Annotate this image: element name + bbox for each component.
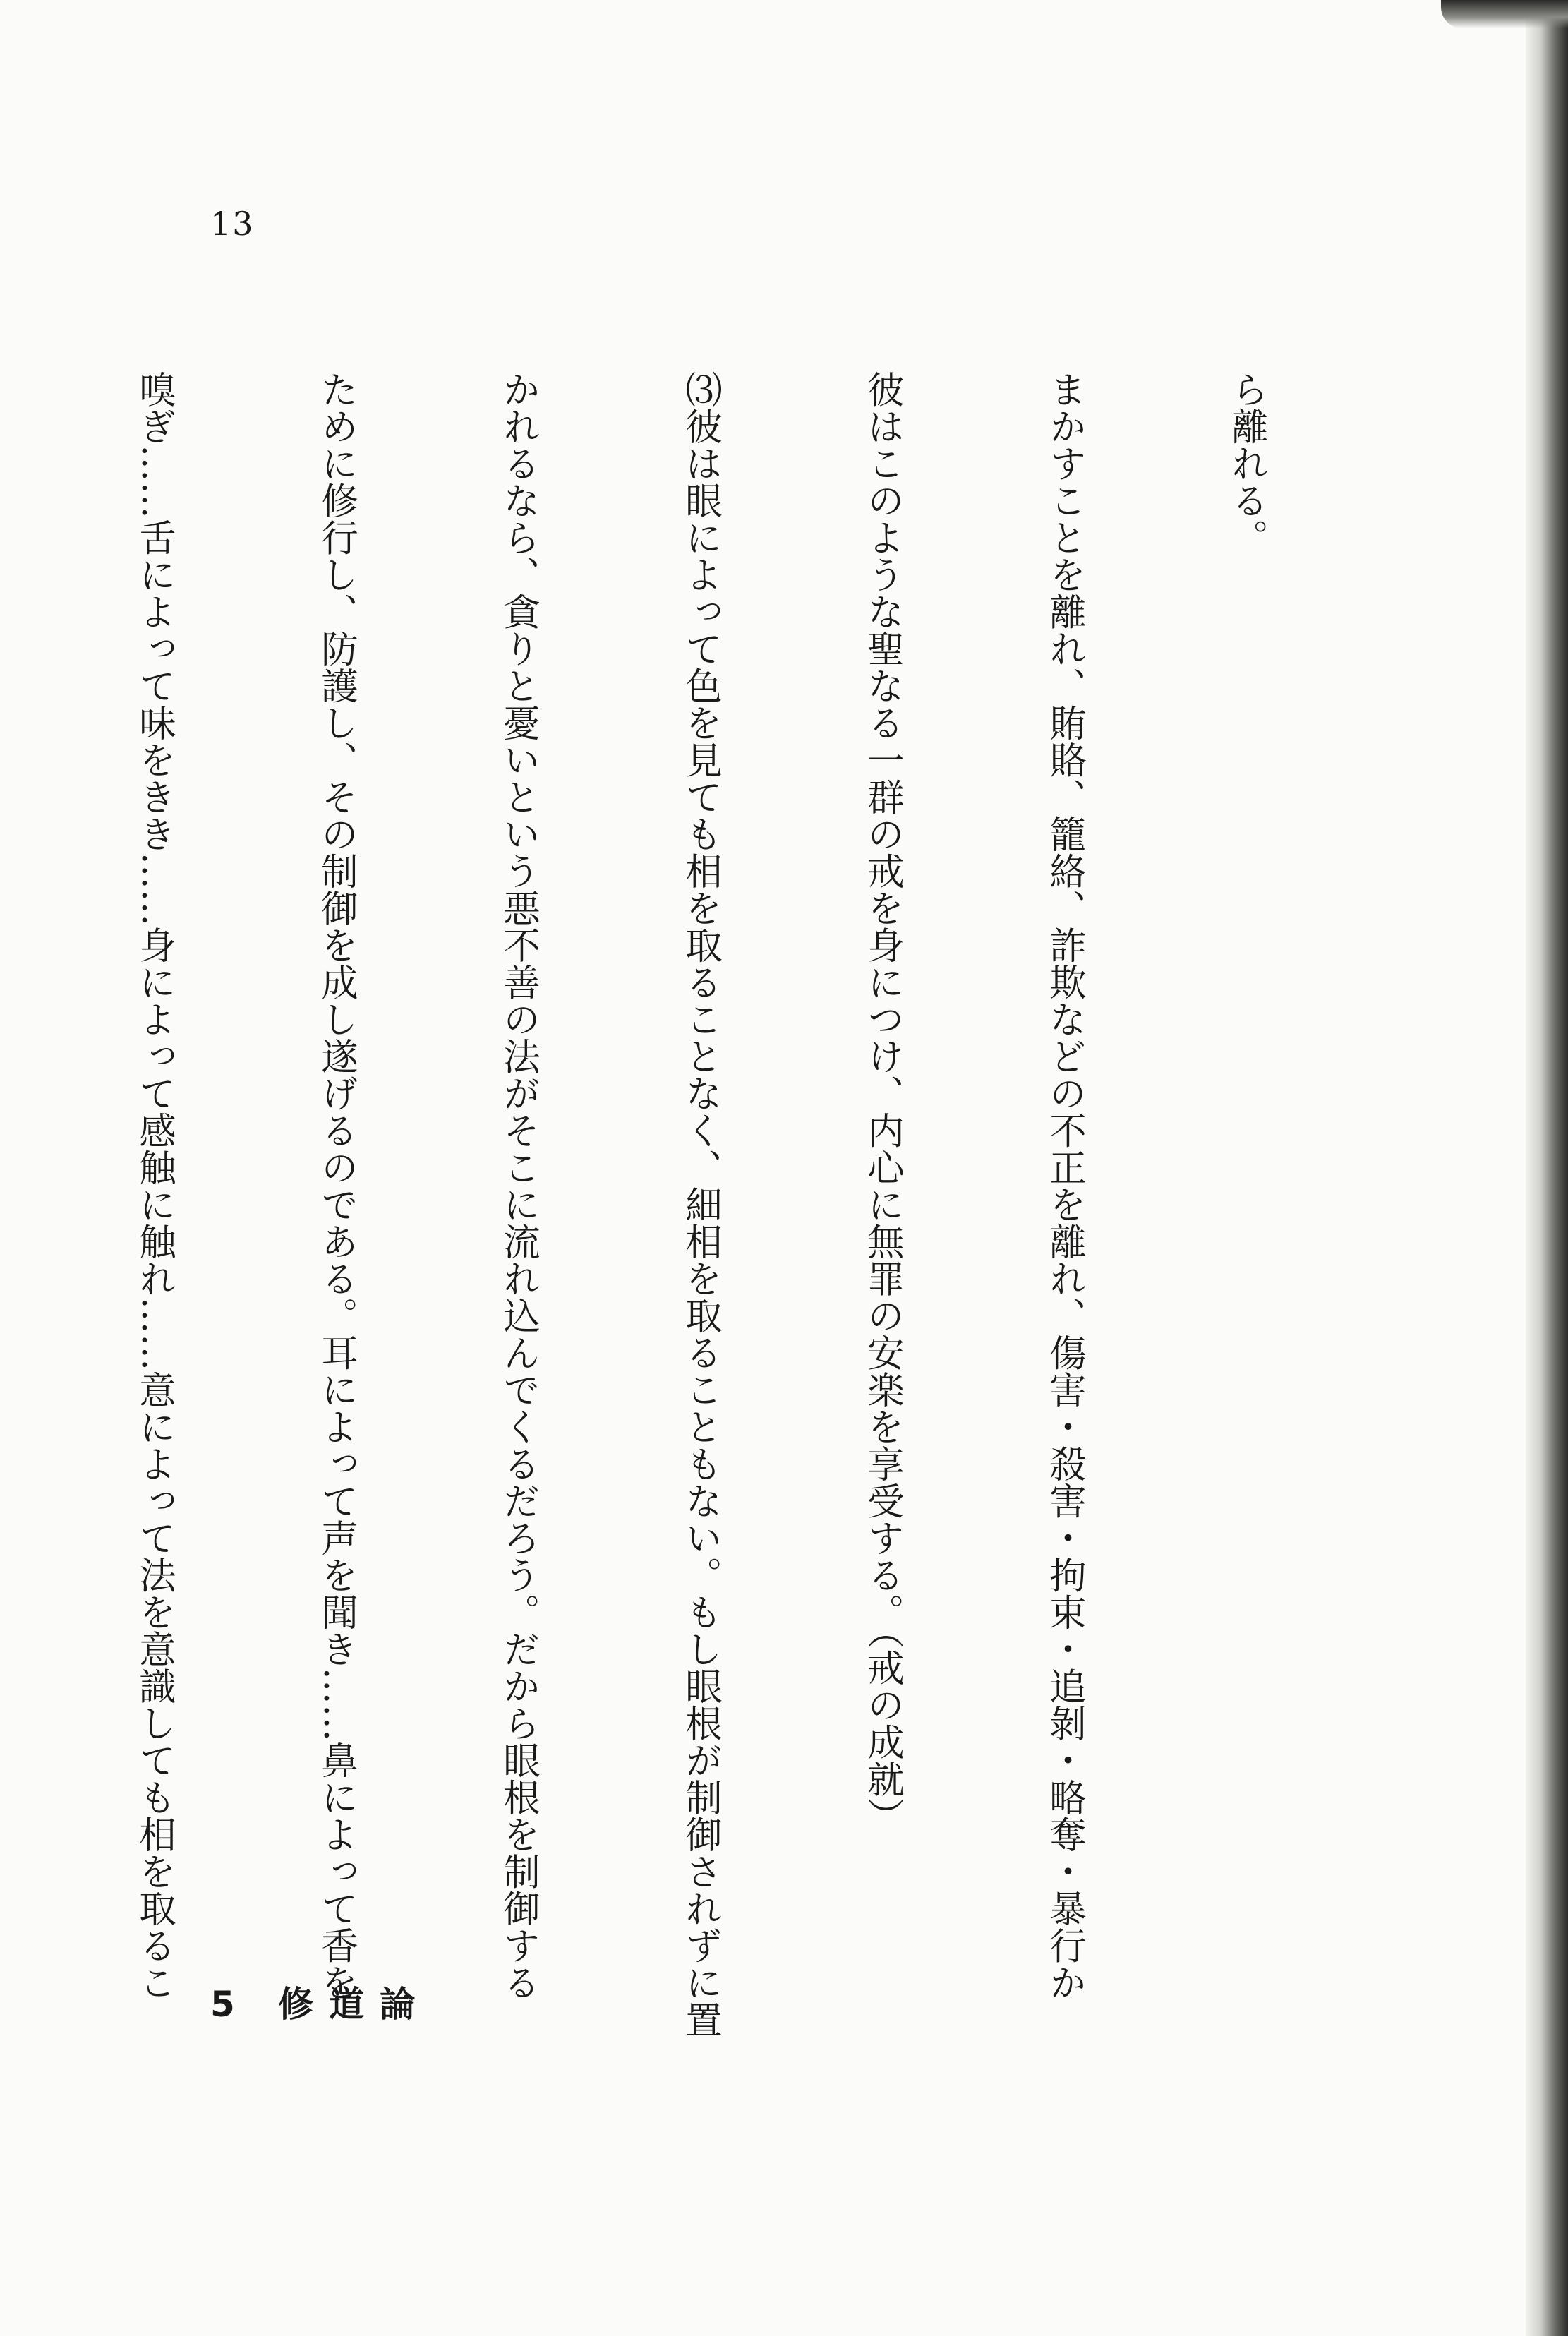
text-line: ら離れる。: [1226, 371, 1269, 556]
scanned-page-edge: [1526, 0, 1568, 2336]
text-line: ⑶彼は眼によって色を見ても相を取ることなく、細相を取ることもない。もし眼根が制御されずに置: [680, 371, 723, 2038]
text-line: 嗅ぎ……舌によって味をきき……身によって感触に触れ……意によって法を意識しても相を取るこ: [133, 371, 176, 2001]
scanned-page-corner: [1441, 0, 1568, 28]
text-line: ために修行し、防護し、その制御を成し遂げるのである。耳によって声を聞き……鼻によって香を: [315, 371, 358, 2001]
text-line: 彼はこのような聖なる一群の戒を身につけ、内心に無罪の安楽を享受する。（戒の成就）: [862, 371, 905, 1834]
text-line: [0, 371, 3, 1983]
page-number: 13: [210, 205, 255, 243]
running-footer-title: 5 修道論: [210, 1984, 431, 2025]
text-line: かれるなら、貪りと憂いという悪不善の法がそこに流れ込んでくるだろう。だから眼根を制御する: [497, 371, 541, 2001]
text-line: まかすことを離れ、賄賂、籠絡、詐欺などの不正を離れ、傷害・殺害・拘束・追剝・略奪・暴行か: [1044, 371, 1087, 2001]
